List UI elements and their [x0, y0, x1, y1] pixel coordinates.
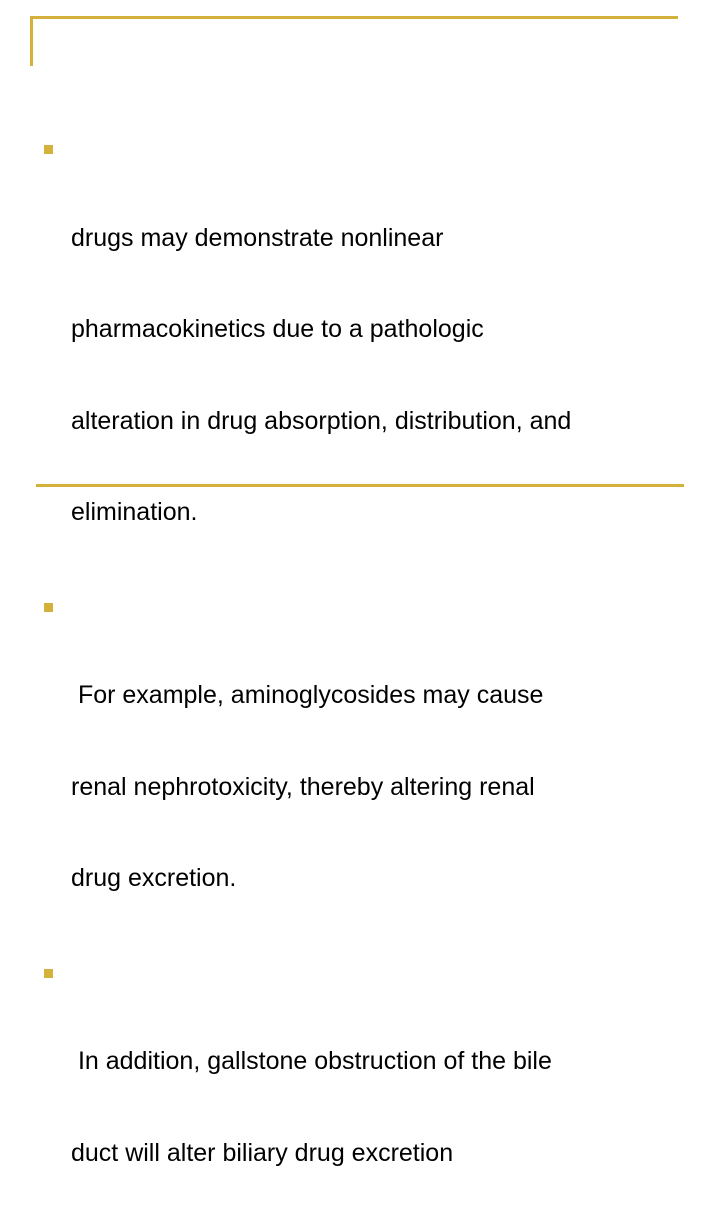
bullet-text-line: elimination.: [71, 497, 684, 528]
bullet-item-gallstone: [44, 955, 684, 1229]
frame-top-rule: [30, 16, 678, 19]
bullet-text-line: duct will alter biliary drug excretion: [71, 1138, 684, 1169]
bullet-text-line: In addition, gallstone obstruction of the bile: [71, 1046, 684, 1077]
bullet-text-line: pharmacokinetics due to a pathologic: [71, 314, 684, 345]
square-bullet-icon: [44, 603, 53, 612]
bullet-text-line: renal nephrotoxicity, thereby altering renal: [71, 772, 684, 803]
bullet-text-line: drug excretion.: [71, 863, 684, 894]
frame-bottom-rule: [36, 484, 684, 487]
bullet-item-aminoglycosides: [44, 589, 684, 955]
square-bullet-icon: [44, 969, 53, 978]
square-bullet-icon: [44, 145, 53, 154]
bullet-text-line: drugs may demonstrate nonlinear: [71, 223, 684, 254]
frame-left-rule: [30, 16, 33, 66]
bullet-list: [44, 131, 684, 1229]
bullet-item-nonlinear: [44, 131, 684, 589]
bullet-text-line: For example, aminoglycosides may cause: [71, 680, 684, 711]
bullet-text-line: alteration in drug absorption, distribution, and: [71, 406, 684, 437]
